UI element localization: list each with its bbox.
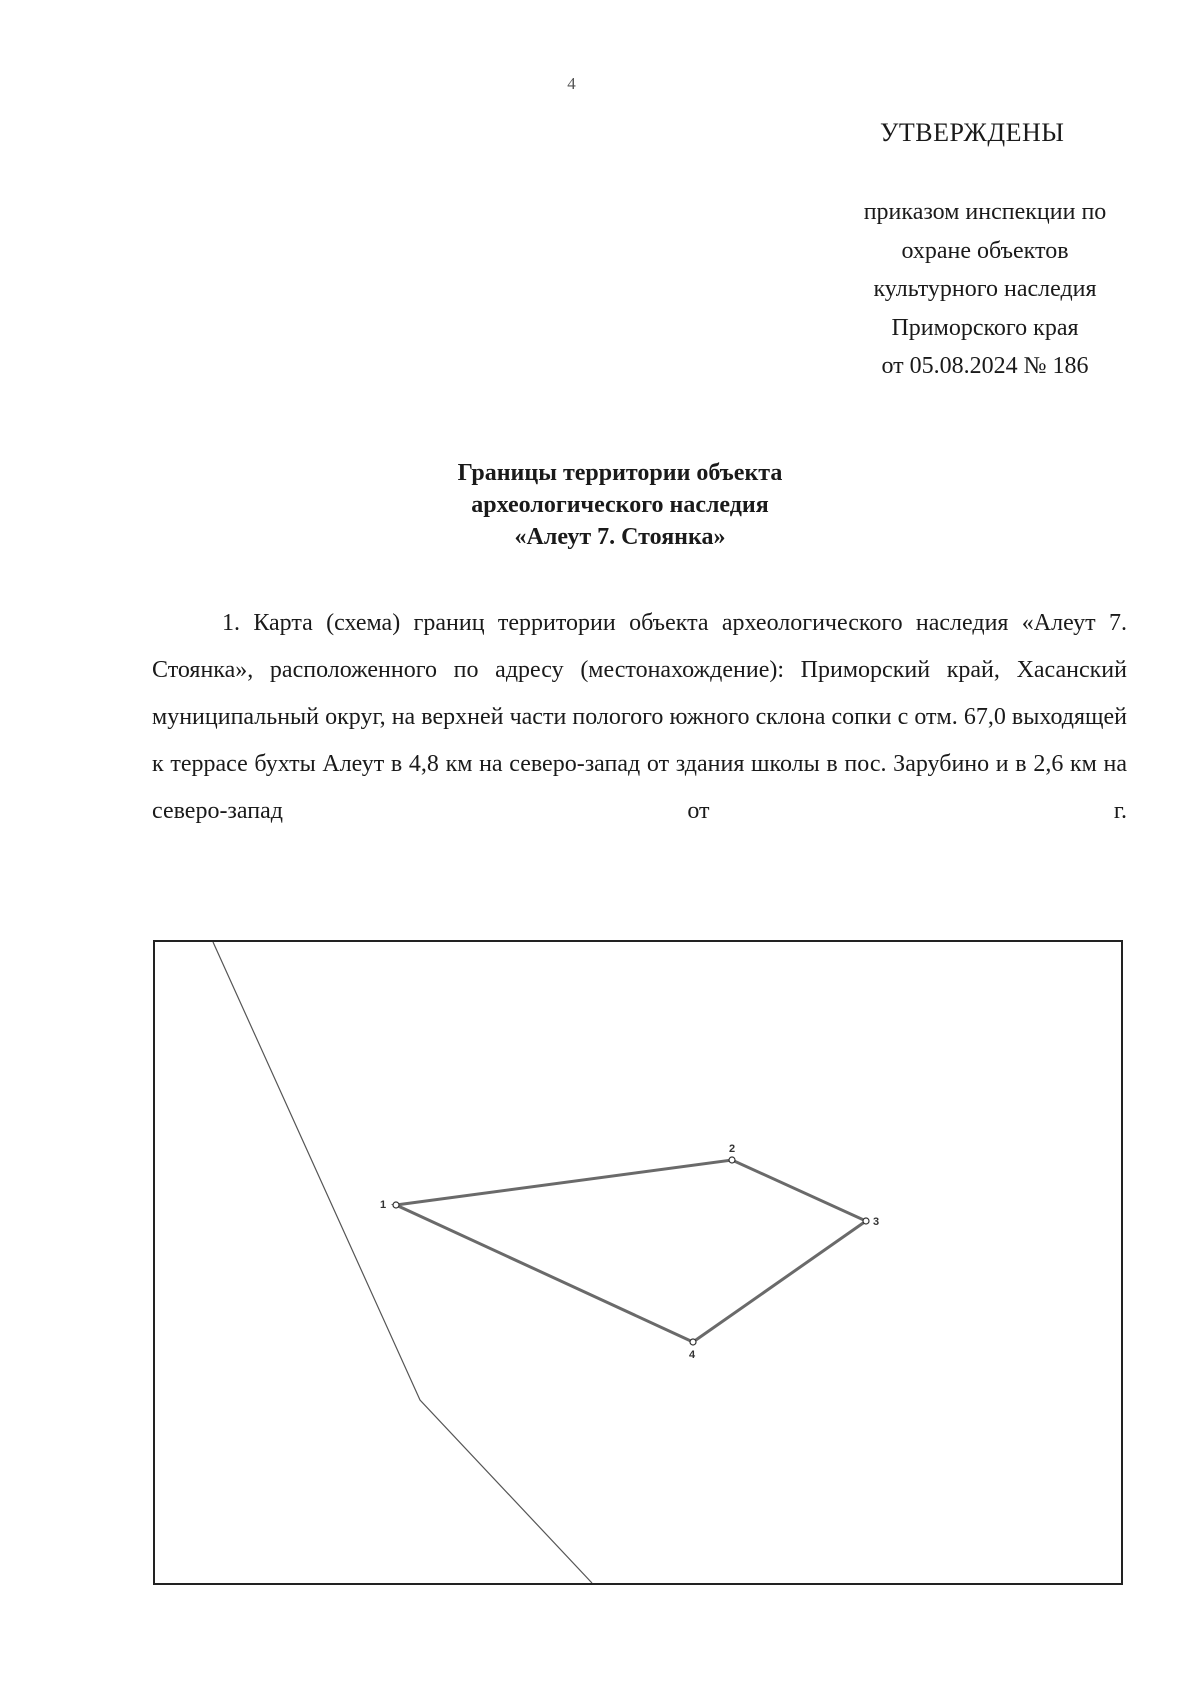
boundary-map [153, 940, 1123, 1585]
vertex-marker-2 [729, 1157, 735, 1163]
title-line: Границы территории объекта [457, 460, 783, 486]
approval-line: приказом инспекции по [863, 199, 1107, 225]
territory-boundary [396, 1160, 866, 1342]
body-paragraph: 1. Карта (схема) границ территории объекта археологического наследия «Алеут 7. Стоянка», расположенного по адресу (местонахождение): Приморский край, Хасанский муниципальный округ, на верхней части пологого южного склона сопки с отм. 67,0 выходящей к террасе бухты Алеут в 4,8 км на северо-запад от здания школы в пос. Зарубино и в 2,6 км на северо-запад от г. [152, 610, 1127, 824]
title-line: «Алеут 7. Стоянка» [514, 524, 726, 550]
approval-order-block [820, 193, 1150, 386]
title-line: археологического наследия [471, 492, 769, 518]
approval-line: культурного наследия [873, 276, 1097, 302]
approval-heading: УТВЕРЖДЕНЫ [880, 118, 1065, 147]
boundary-map-drawing [155, 942, 1121, 1583]
vertex-marker-3 [863, 1218, 869, 1224]
vertex-label-1: 1 [380, 1199, 387, 1211]
approval-order-date-number: от 05.08.2024 № 186 [881, 353, 1089, 379]
approval-line: охране объектов [901, 237, 1069, 264]
vertex-marker-1 [393, 1202, 399, 1208]
vertex-label-3: 3 [873, 1216, 880, 1228]
page-number: 4 [567, 74, 576, 93]
approval-line: Приморского края [891, 314, 1079, 341]
road-line [213, 942, 592, 1583]
vertex-marker-4 [690, 1339, 696, 1345]
vertex-label-4: 4 [689, 1349, 696, 1361]
vertex-label-2: 2 [729, 1143, 736, 1155]
document-title [300, 457, 940, 553]
